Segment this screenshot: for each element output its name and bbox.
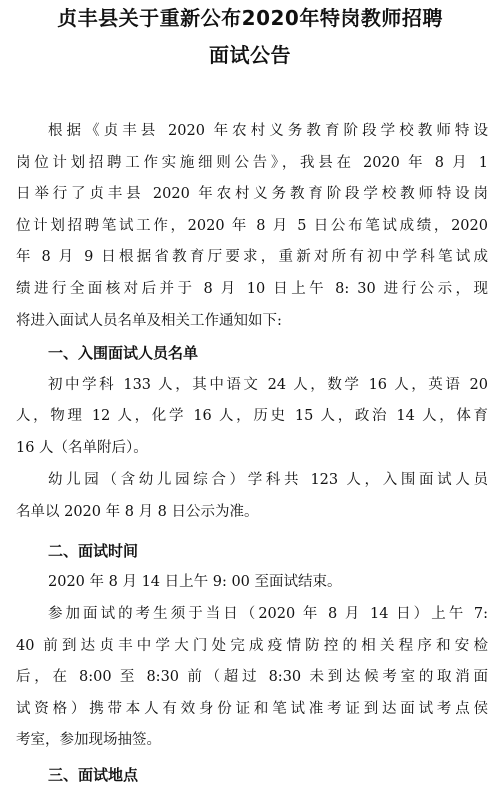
section-heading: 二、面试时间 [48, 542, 139, 560]
intro-line: 岗位计划招聘工作实施细则公告》，我县在 2020 年 8 月 1 [16, 155, 488, 171]
section2-line: 参加面试的考生须于当日（2020 年 8 月 14 日）上午 7: [48, 606, 488, 622]
section1-line: 16 人（名单附后）。 [16, 440, 148, 456]
section-heading: 三、面试地点 [48, 766, 139, 784]
intro-line: 年 8 月 9 日根据省教育厅要求，重新对所有初中学科笔试成 [16, 249, 488, 265]
intro-line: 将进入面试人员名单及相关工作通知如下: [16, 313, 282, 329]
section1-line: 名单以 2020 年 8 月 8 日公示为准。 [16, 504, 259, 520]
section-heading: 一、入围面试人员名单 [48, 344, 199, 362]
document-title-line-2: 面试公告 [209, 43, 291, 67]
intro-line: 绩进行全面核对后并于 8 月 10 日上午 8: 30 进行公示，现 [16, 281, 488, 297]
section1-line: 初中学科 133 人，其中语文 24 人，数学 16 人，英语 20 [48, 377, 488, 393]
intro-line: 位计划招聘笔试工作，2020 年 8 月 5 日公布笔试成绩，2020 [16, 218, 488, 234]
intro-line: 日举行了贞丰县 2020 年农村义务教育阶段学校教师特设岗 [16, 186, 488, 202]
section2-line: 40 前到达贞丰中学大门处完成疫情防控的相关程序和安检 [16, 638, 488, 654]
section2-line: 后，在 8:00 至 8:30 前（超过 8:30 未到达候考室的取消面 [16, 669, 488, 685]
document-title-line-1: 贞丰县关于重新公布2020年特岗教师招聘 [57, 6, 443, 30]
section1-line: 人，物理 12 人，化学 16 人，历史 15 人，政治 14 人，体育 [16, 408, 488, 424]
section2-line: 2020 年 8 月 14 日上午 9: 00 至面试结束。 [48, 574, 342, 590]
section2-line: 试资格）携带本人有效身份证和笔试准考证到达面试考点侯 [16, 701, 488, 717]
intro-line: 根据《贞丰县 2020 年农村义务教育阶段学校教师特设 [48, 123, 488, 139]
section2-line: 考室，参加现场抽签。 [16, 732, 161, 748]
section1-line: 幼儿园（含幼儿园综合）学科共 123 人，入围面试人员 [48, 472, 488, 488]
